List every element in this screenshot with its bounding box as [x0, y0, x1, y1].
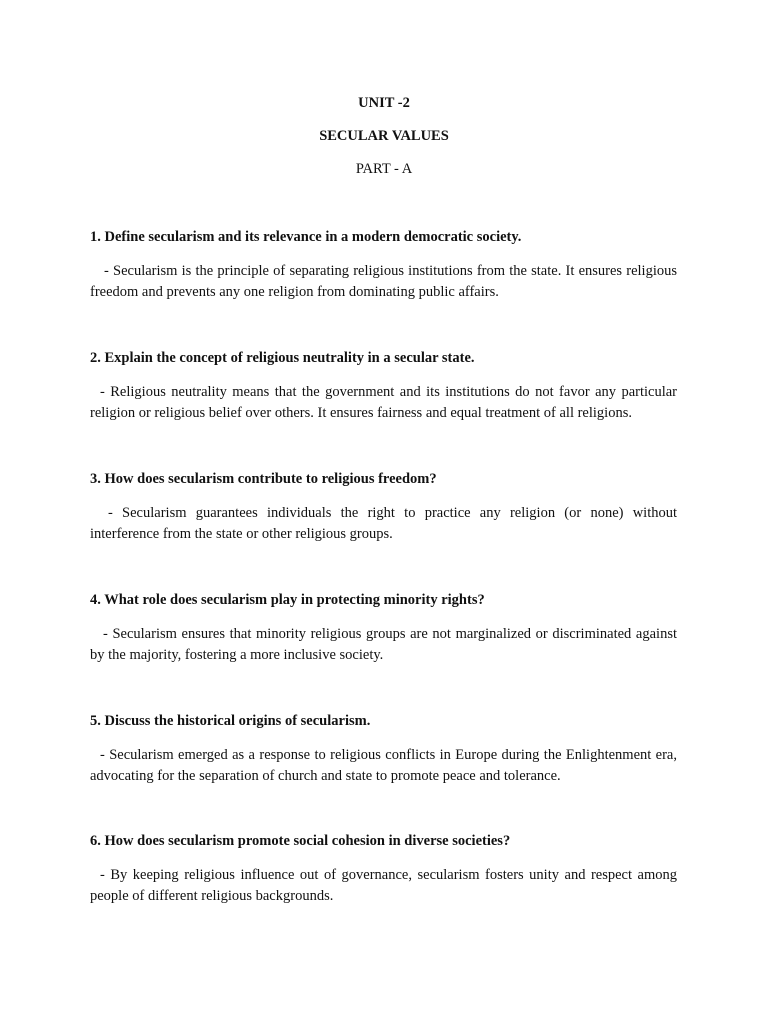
question-text: 4. What role does secularism play in protecting minority rights? — [90, 592, 485, 608]
question-text: 6. How does secularism promote social cohesion in diverse societies? — [90, 833, 511, 849]
answer-text: - Religious neutrality means that the government and its institutions do not favor any particular religion or religious belief over others. It ensures fairness and equal treatment of all religions. — [90, 384, 677, 421]
answer-text: - Secularism ensures that minority religious groups are not marginalized or discriminated against by the majority, fostering a more inclusive society. — [90, 626, 677, 663]
answer-text: - Secularism emerged as a response to religious conflicts in Europe during the Enlightenment era, advocating for the separation of church and state to promote peace and tolerance. — [90, 747, 677, 784]
answer-text: - By keeping religious influence out of governance, secularism fosters unity and respect among people of different religious backgrounds. — [90, 867, 677, 904]
section-title: SECULAR VALUES — [319, 128, 449, 144]
question-text: 3. How does secularism contribute to religious freedom? — [90, 471, 437, 487]
part-heading: PART - A — [355, 161, 413, 177]
answer-text: - Secularism is the principle of separating religious institutions from the state. It ensures religious freedom and prevents any one religion from dominating public affairs. — [90, 263, 677, 300]
question-block-6 — [90, 832, 677, 907]
question-block-2 — [90, 349, 677, 424]
question-text: 2. Explain the concept of religious neutrality in a secular state. — [90, 350, 475, 366]
question-text: 1. Define secularism and its relevance in a modern democratic society. — [90, 229, 522, 245]
answer-text: - Secularism guarantees individuals the right to practice any religion (or none) without interference from the state or other religious groups. — [90, 505, 677, 542]
unit-heading: UNIT -2 — [358, 95, 410, 111]
question-block-4 — [90, 591, 677, 666]
question-block-5 — [90, 712, 677, 787]
question-block-3 — [90, 470, 677, 545]
question-block-1 — [90, 228, 677, 303]
question-text: 5. Discuss the historical origins of secularism. — [90, 713, 371, 729]
